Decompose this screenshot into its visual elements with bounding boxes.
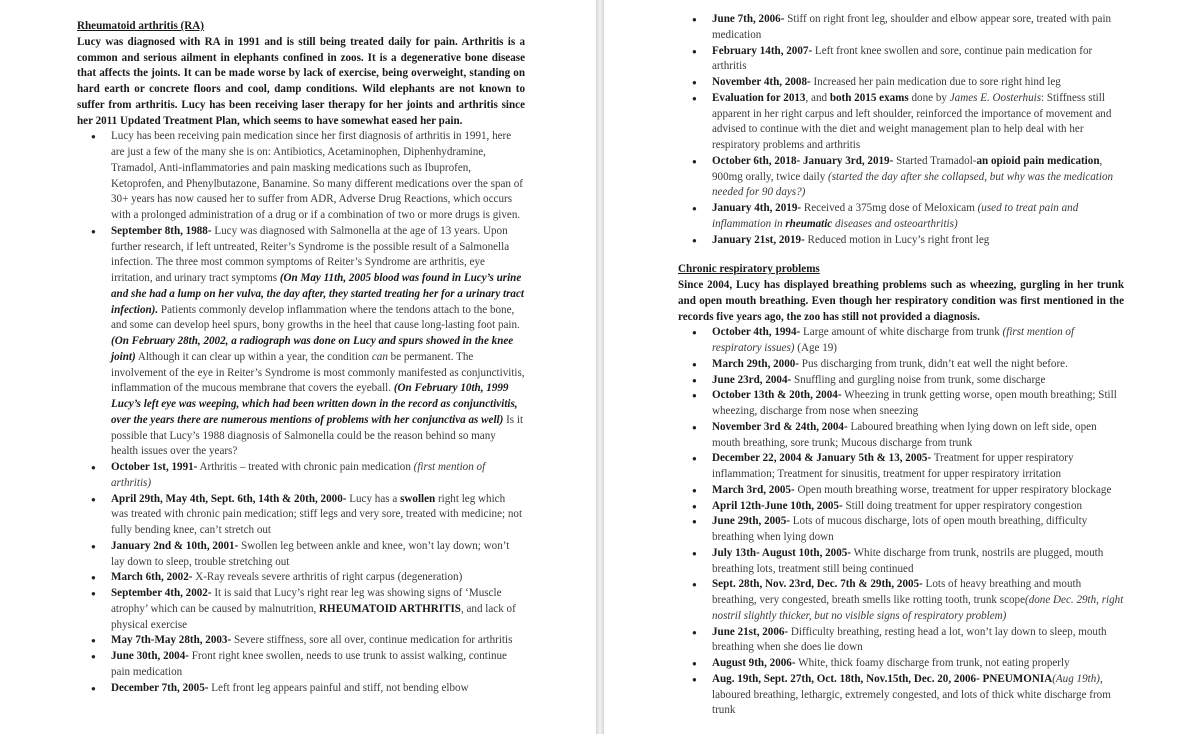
entry-text: (started the day after she collapsed, but why was the medication needed for 90 days?) (712, 170, 1114, 199)
entry-date: October 6th, 2018- January 3rd, 2019- (712, 154, 894, 167)
entry-text: (On February 28th, 2002, a radiograph was done on Lucy and spurs showed in the knee joint) (111, 335, 514, 363)
list-item (111, 570, 525, 586)
entry-date: July 13th- August 10th, 2005- (712, 546, 852, 559)
entry-text: Stiff on right front leg, shoulder and elbow appear sore, treated with pain medication (712, 13, 1112, 41)
entry-text: It is said that Lucy’s right rear leg was showing signs of ‘Muscle atrophy’ which can be caused by malnutrition, (111, 587, 502, 615)
entry-date: February 14th, 2007- (712, 44, 813, 57)
entry-text: rheumatic (785, 217, 833, 230)
respiratory-heading: Chronic respiratory problems (678, 263, 820, 276)
entry-text: can (371, 350, 388, 363)
list-item (111, 129, 525, 224)
entry-text: Large amount of white discharge from trunk (800, 326, 1003, 339)
entry-text: Arthritis – treated with chronic pain medication (197, 461, 414, 473)
entry-date: January 4th, 2019- (712, 202, 802, 214)
entry-text: , and (805, 91, 830, 104)
entry-text: diseases and osteoarthritis) (832, 217, 958, 230)
page-divider (596, 0, 604, 734)
entry-date: both 2015 exams (829, 91, 909, 104)
entry-text: (first mention of respiratory issues) (712, 326, 1075, 354)
entry-date: April 12th-June 10th, 2005- (712, 499, 843, 512)
list-item (712, 577, 1124, 624)
entry-text: Difficulty breathing, resting head a lot, won’t lay down to sleep, mouth breathing when she does lie down (712, 625, 1107, 654)
list-item (712, 514, 1124, 546)
list-item (712, 154, 1124, 201)
entry-text: James E. Oosterhuis (949, 91, 1042, 104)
entry-text: Patients commonly develop inflammation where the tendons attach to the bone, and some can develop heel spurs, bony growths in the heel that cause long-lasting foot pain. (111, 303, 520, 332)
entry-date: June 30th, 2004- (111, 650, 189, 662)
entry-text: , 900mg orally, twice daily (712, 154, 1103, 183)
respiratory-intro-paragraph: Since 2004, Lucy has displayed breathing problems such as wheezing, gurgling in her trunk and open mouth breathing. Even though her respiratory condition was first mentioned in the records five years ago, the zoo has still not provided a diagnosis. (678, 279, 1124, 323)
entry-date: April 29th, May 4th, Sept. 6th, 14th & 20th, 2000- (111, 492, 347, 505)
entry-date: August 9th, 2006- (712, 657, 796, 669)
list-item (111, 649, 525, 681)
entry-text: right leg which was treated with chronic pain medication; stiff legs and very sore, treated with medicine; not fully bending knee, can’t stretch out (111, 492, 523, 536)
section-spacer (678, 248, 1124, 262)
entry-text: (done Dec. 29th, right nostril slightly thicker, but no visible signs of respiratory problem) (712, 594, 1124, 622)
left-page-content (77, 19, 525, 734)
list-item (111, 681, 525, 697)
entry-text: Received a 375mg dose of Meloxicam (801, 202, 978, 214)
ra-continued-bullet-list (678, 12, 1124, 248)
list-item (712, 12, 1124, 44)
list-item (712, 91, 1124, 154)
list-item (712, 357, 1124, 373)
entry-text: Swollen leg between ankle and knee, won’t lay down; won’t lay down to sleep, trouble stretching out (111, 539, 510, 568)
entry-date: Aug. 19th, Sept. 27th, Oct. 18th, Nov.15th, Dec. 20, 2006- PNEUMONIA (712, 672, 1053, 685)
list-item (712, 499, 1124, 515)
ra-intro-paragraph: Lucy was diagnosed with RA in 1991 and is still being treated daily for pain. Arthritis is a common and serious ailment in elephants confined in zoos. It is a degenerative bone disease that affects the joints. It can be made worse by lack of exercise, being overweight, standing on hard earth or concrete floors and cool, damp conditions. Wild elephants are not known to suffer from arthritis. Lucy has been receiving laser therapy for her joints and arthritis since her 2011 Updated Treatment Plan, which seems to have somewhat eased her pain. (77, 35, 525, 127)
entry-text: Is it possible that Lucy’s 1988 diagnosis of Salmonella could be the reason behind so many health issues over the years? (111, 413, 524, 458)
entry-text: , laboured breathing, lethargic, extremely congested, and lots of thick white discharge from trunk (712, 672, 1111, 717)
entry-text: Treatment for upper respiratory inflammation; Treatment for sinusitis, treatment for upper respiratory irritation (712, 452, 1074, 480)
entry-date: December 22, 2004 & January 5th & 13, 2005- (712, 452, 932, 465)
ra-heading: Rheumatoid arthritis (RA) (77, 20, 204, 32)
entry-text: (first mention of arthritis) (111, 461, 486, 489)
entry-date: June 29th, 2005- (712, 515, 790, 528)
entry-text: Lucy has a (346, 492, 401, 505)
list-item (111, 586, 525, 633)
entry-date: September 8th, 1988- (111, 224, 212, 237)
entry-text: Severe stiffness, sore all over, continue medication for arthritis (231, 634, 513, 647)
entry-date: RHEUMATOID ARTHRITIS (319, 602, 461, 615)
entry-text: Lucy was diagnosed with Salmonella at the age of 13 years. Upon further research, if left untreated, Reiter’s Syndrome is the possible result of a Salmonella infection. The three most common symptoms of Reiter’s Syndrome are arthritis, eye irritation, and urinary tract symptoms (111, 224, 510, 284)
entry-date: June 7th, 2006- (712, 13, 785, 25)
entry-date: an opioid pain medication (976, 154, 1100, 167)
entry-date: November 3rd & 24th, 2004- (712, 420, 848, 433)
right-page-content (678, 12, 1124, 734)
list-item (111, 224, 525, 460)
entry-date: March 3rd, 2005- (712, 483, 795, 496)
list-item (712, 483, 1124, 499)
list-item (712, 546, 1124, 578)
entry-date: May 7th-May 28th, 2003- (111, 634, 232, 647)
entry-text: done by (908, 91, 950, 104)
list-item (712, 75, 1124, 91)
list-item (111, 633, 525, 649)
entry-text: : Stiffness still apparent in her right carpus and left shoulder, reinforced the importance of movement and advised to continue with the diet and weight management plan to help deal with her respiratory problems and arthritis (712, 91, 1112, 151)
list-item (111, 492, 525, 539)
right-document-page (604, 0, 1200, 734)
entry-text: Pus discharging from trunk, didn’t eat well the night before. (799, 357, 1068, 370)
entry-text: (Aug 19th) (1052, 672, 1100, 685)
list-item (712, 420, 1124, 452)
entry-date: Evaluation for 2013 (712, 91, 806, 104)
entry-date: June 23rd, 2004- (712, 373, 792, 386)
entry-date: November 4th, 2008- (712, 76, 811, 88)
entry-text: Laboured breathing when lying down on left side, open mouth breathing, sore trunk; Mucous discharge from trunk (712, 420, 1097, 449)
entry-date: January 2nd & 10th, 2001- (111, 539, 239, 552)
entry-date: January 21st, 2019- (712, 233, 805, 246)
entry-text: Left front leg appears painful and stiff, not bending elbow (208, 681, 469, 694)
entry-text: White, thick foamy discharge from trunk, not eating properly (795, 657, 1070, 669)
entry-date: Sept. 28th, Nov. 23rd, Dec. 7th & 29th, 2005- (712, 578, 923, 591)
entry-text: Left front knee swollen and sore, continue pain medication for arthritis (712, 44, 1093, 73)
entry-text: Open mouth breathing worse, treatment for upper respiratory blockage (794, 483, 1112, 496)
list-item (712, 373, 1124, 389)
entry-text: (On May 11th, 2005 blood was found in Lucy’s urine and she had a lump on her vulva, the day after, they started treating her for a urinary tract infection). (111, 272, 524, 316)
list-item (111, 460, 525, 492)
respiratory-bullet-list (678, 325, 1124, 719)
entry-date: October 4th, 1994- (712, 326, 801, 339)
entry-date: October 1st, 1991- (111, 461, 198, 473)
entry-date: December 7th, 2005- (111, 681, 209, 694)
entry-text: (used to treat pain and inflammation in (712, 202, 1079, 230)
entry-text: Lots of heavy breathing and mouth breathing, very congested, breath smells like rotting tooth, trunk scope (712, 578, 1082, 606)
ra-bullet-list (77, 129, 525, 696)
entry-text: Lucy has been receiving pain medication since her first diagnosis of arthritis in 1991, here are just a few of the many she is on: Antibiotics, Acetaminophen, Diphenhydramine, Tramadol, Anti-inflammatories and pain masking medications such as Ibuprofen, Ketoprofen, and Phenylbutazone, Banamine. So many different medications over the span of 30+ years has now caused her to suffer from ADR, Adverse Drug Reactions, which occurs with a prolonged administration of a drug or if a combination of two or more drugs is given. (111, 130, 523, 221)
entry-text: be permanent. The involvement of the eye in Reiter’s Syndrome is most commonly manifested as conjunctivitis, inflammation of the mucous membrane that covers the eyeball. (111, 350, 525, 395)
entry-text: Wheezing in trunk getting worse, open mouth breathing; Still wheezing, discharge from nose when sneezing (712, 389, 1117, 417)
list-item (111, 539, 525, 571)
list-item (712, 451, 1124, 483)
entry-date: September 4th, 2002- (111, 587, 212, 599)
list-item (712, 233, 1124, 249)
entry-text: Reduced motion in Lucy’s right front leg (804, 233, 990, 246)
entry-text: Although it can clear up within a year, the condition (135, 350, 372, 363)
entry-text: Snuffling and gurgling noise from trunk, some discharge (791, 373, 1046, 386)
entry-text: Front right knee swollen, needs to use trunk to assist walking, continue pain medication (111, 650, 507, 678)
entry-date: March 29th, 2000- (712, 357, 799, 370)
entry-date: swollen (400, 492, 436, 505)
entry-text: Lots of mucous discharge, lots of open mouth breathing, difficulty breathing when lying down (712, 515, 1088, 543)
entry-text: X-Ray reveals severe arthritis of right carpus (degeneration) (192, 571, 463, 584)
entry-text: , and lack of physical exercise (111, 602, 516, 631)
entry-text: (Age 19) (794, 342, 837, 354)
list-item (712, 201, 1124, 233)
entry-date: June 21st, 2006- (712, 625, 789, 638)
left-document-page (0, 0, 596, 734)
list-item (712, 672, 1124, 719)
list-item (712, 625, 1124, 657)
entry-text: Increased her pain medication due to sore right hind leg (810, 76, 1061, 88)
list-item (712, 325, 1124, 357)
entry-date: October 13th & 20th, 2004- (712, 389, 842, 402)
list-item (712, 44, 1124, 76)
list-item (712, 656, 1124, 672)
entry-date: March 6th, 2002- (111, 571, 193, 584)
entry-text: Started Tramadol- (893, 154, 977, 167)
list-item (712, 388, 1124, 420)
entry-text: Still doing treatment for upper respiratory congestion (842, 499, 1083, 512)
entry-text: (On February 10th, 1999 Lucy’s left eye was weeping, which had been written down in the record as conjunctivitis, over the years there are numerous mentions of problems with her conjunctiva as well) (111, 382, 518, 426)
entry-text: White discharge from trunk, nostrils are plugged, mouth breathing lots, treatment still being continued (712, 546, 1104, 575)
